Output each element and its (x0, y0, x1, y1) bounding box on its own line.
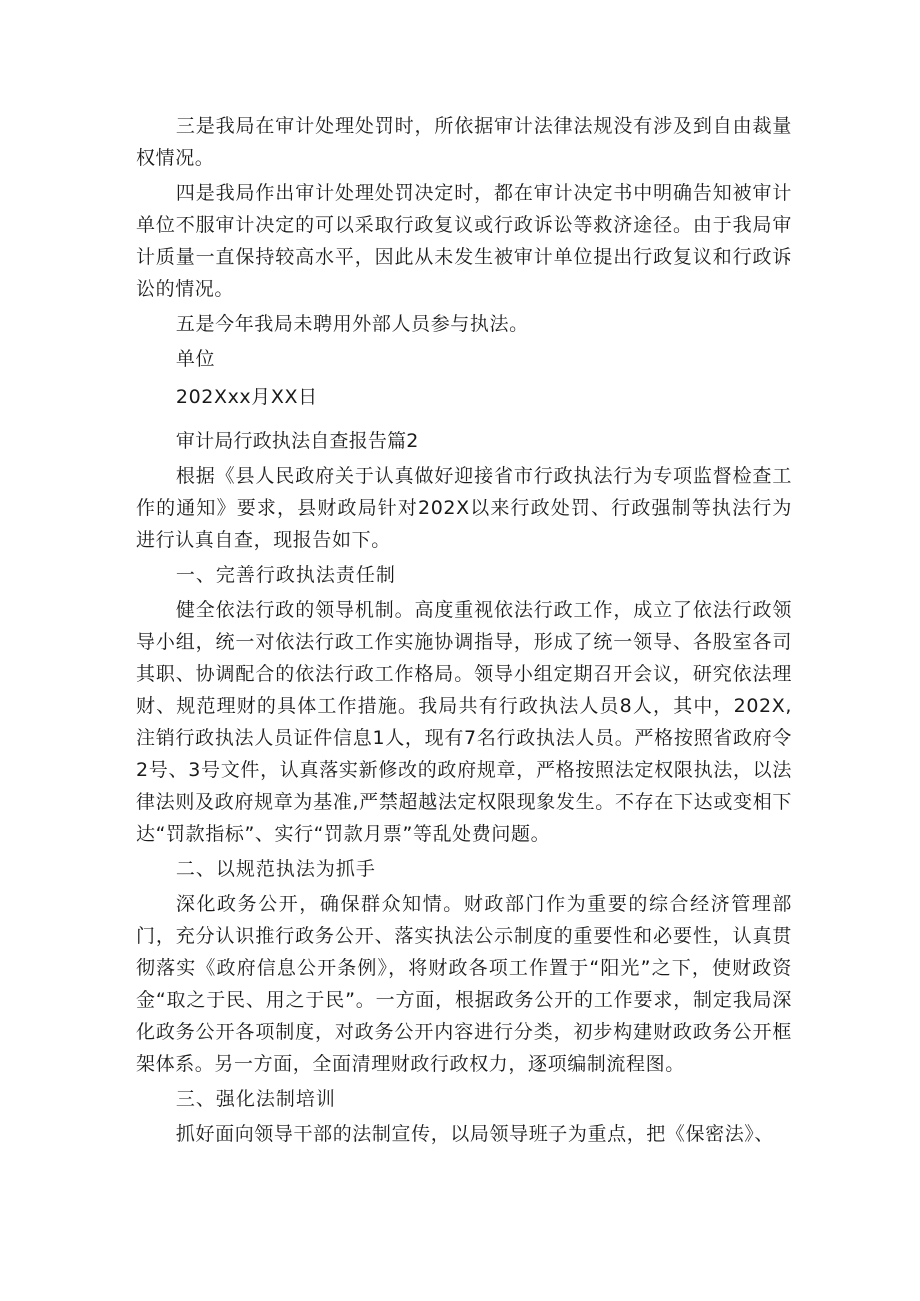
section-body-2: 深化政务公开，确保群众知情。财政部门作为重要的综合经济管理部门，充分认识推行政务公开、落实执法公示制度的重要性和必要性，认真贯彻落实《政府信息公开条例》，将财政各项工作置于“阳光”之下，使财政资金“取之于民、用之于民”。一方面，根据政务公开的工作要求，制定我局深化政务公开各项制度，对政务公开内容进行分类，初步构建财政政务公开框架体系。另一方面，全面清理财政行政权力，逐项编制流程图。 (136, 893, 792, 1075)
report-intro: 根据《县人民政府关于认真做好迎接省市行政执法行为专项监督检查工作的通知》要求，县财政局针对202X以来行政处罚、行政强制等执法行为进行认真自查，现报告如下。 (136, 465, 792, 551)
section-heading-3: 三、强化法制培训 (175, 1088, 336, 1110)
signature-date: 202Xxx月XX日 (175, 386, 318, 408)
paragraph-item-4: 四是我局作出审计处理处罚决定时，都在审计决定书中明确告知被审计单位不服审计决定的可以采取行政复议或行政诉讼等救济途径。由于我局审计质量一直保持较高水平，因此从未发生被审计单位提出行政复议和行政诉讼的情况。 (136, 182, 792, 300)
paragraph-item-3: 三是我局在审计处理处罚时，所依据审计法律法规没有涉及到自由裁量权情况。 (136, 115, 792, 169)
section-body-1: 健全依法行政的领导机制。高度重视依法行政工作，成立了依法行政领导小组，统一对依法行政工作实施协调指导，形成了统一领导、各股室各司其职、协调配合的依法行政工作格局。领导小组定期召开会议，研究依法理财、规范理财的具体工作措施。我局共有行政执法人员8人，其中，202X,注销行政执法人员证件信息1人，现有7名行政执法人员。严格按照省政府令2号、3号文件，认真落实新修改的政府规章，严格按照法定权限执法，以法律法则及政府规章为基准,严禁超越法定权限现象发生。不存在下达或变相下达“罚款指标”、实行“罚款月票”等乱处费问题。 (136, 599, 792, 845)
paragraph-item-5: 五是今年我局未聘用外部人员参与执法。 (175, 313, 529, 335)
document-body (136, 110, 792, 1153)
signature-unit: 单位 (175, 348, 216, 370)
section-body-3: 抓好面向领导干部的法制宣传，以局领导班子为重点，把《保密法》、 (175, 1123, 774, 1145)
report-title: 审计局行政执法自查报告篇2 (175, 430, 419, 452)
section-heading-1: 一、完善行政执法责任制 (175, 564, 396, 586)
section-heading-2: 二、以规范执法为抓手 (175, 858, 376, 880)
